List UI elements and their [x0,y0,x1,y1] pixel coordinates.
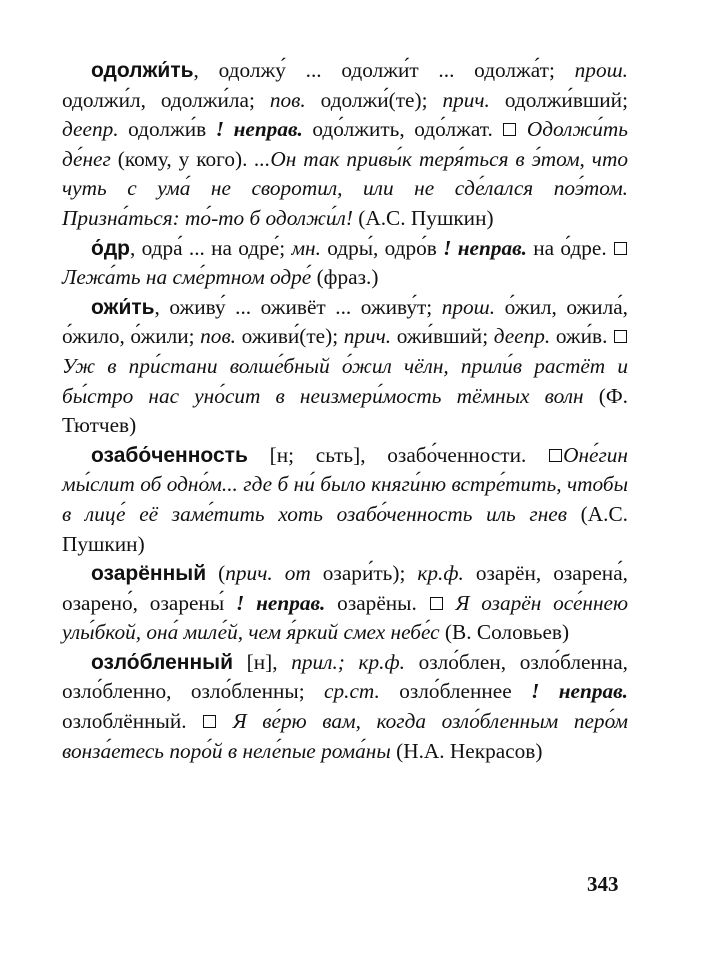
quote: ...Он так привы́к теря́ться в э́том, что чуть с ума́ не своротил, или не сде́лался поэ́том. Призна́ться: то́-то б одолжи́л! [62,146,628,230]
quote-author: (А.С. Пушкин) [62,501,628,556]
entry-ozloblennyi: озло́бленный [н], прил.; кр.ф. озло́блен, озло́бленна, озло́бленно, озло́бленны; ср.ст. озло́бленнее ! неправ. озлоблённый. Я ве́рю вам, когда озло́бленным перо́м вонза́етесь поро́й в неле́пые рома́ны (Н.А. Некрасов) [62,649,629,763]
example-square-icon [549,449,562,462]
quote: Я ве́рю вам, когда озло́бленным перо́м вонза́етесь поро́й в неле́пые рома́ны [62,709,629,763]
warning-label: ! неправ. [215,117,303,142]
example-square-icon [614,242,627,255]
quote-author: (В. Соловьев) [439,620,570,645]
example-square-icon [203,715,216,728]
quote: Уж в при́стани волше́бный о́жил чёлн, прили́в растёт и бы́стро нас уно́сит в неизмери́мость тёмных волн [62,353,628,408]
quote: Я озарён осе́ннею улы́бкой, она́ миле́й, чем я́ркий смех небе́с [62,590,628,645]
example-square-icon [430,597,443,610]
warning-label: ! неправ. [443,235,527,260]
entry-ozarennyi: озарённый (прич. от озари́ть); кр.ф. озарён, озарена́, озарено́, озарены́ ! неправ. озарёны. Я озарён осе́ннею улы́бкой, она́ миле́й, чем я́ркий смех небе́с (В. Соловьев) [62,561,628,645]
page-number: 343 [587,872,619,896]
quote-author: (Ф. Тютчев) [62,383,628,438]
entry-odr: о́др, одра́ ... на одре́; мн. одры́, одро́в ! неправ. на о́дре. Лежа́ть на сме́ртном одре́ (фраз.) [62,234,628,293]
example-square-icon [614,330,627,343]
example-square-icon [503,123,516,136]
headword: озабо́ченность [91,443,248,467]
headword: о́др [91,236,130,260]
quote-author: (Н.А. Некрасов) [390,738,543,763]
entry-ozabochennost: озабо́ченность [н; сьть], озабо́ченности. Оне́гин мы́слит об одно́м... где б ни́ было княги́ню встре́тить, чтобы в лице́ её заме́тить хоть озабо́ченность иль гнев (А.С. Пушкин) [62,442,628,556]
warning-label: ! неправ. [531,679,628,704]
headword: озарённый [91,562,207,586]
dictionary-text [62,56,628,766]
entry-odolzhit: одолжи́ть, одолжу́ ... одолжи́т ... одолжа́т; прош. одолжи́л, одолжи́ла; пов. одолжи́(те); прич. одолжи́вший; деепр. одолжи́в ! неправ. одо́лжить, одо́лжат. Одолжи́ть де́нег (кому, у кого). ...Он так привы́к теря́ться в э́том, что чуть с ума́ не своротил, или не сде́лался поэ́том. Призна́ться: то́-то б одолжи́л! (А.С. Пушкин) [62,58,628,230]
warning-label: ! неправ. [235,590,326,615]
entry-ozhit: ожи́ть, оживу́ ... оживёт ... оживу́т; прош. о́жил, ожила́, о́жило, о́жили; пов. оживи́(те); прич. ожи́вший; деепр. ожи́в. Уж в при́стани волше́бный о́жил чёлн, прили́в растёт и бы́стро нас уно́сит в неизмери́мость тёмных волн (Ф. Тютчев) [62,294,628,438]
headword: ожи́ть [91,295,155,319]
quote: Оне́гин мы́слит об одно́м... где б ни́ было княги́ню встре́тить, чтобы в лице́ её заме́тить хоть озабо́ченность иль гнев [62,442,628,526]
quote-author: (А.С. Пушкин) [352,205,494,230]
headword: озло́бленный [91,650,234,674]
headword: одолжи́ть [91,59,194,82]
